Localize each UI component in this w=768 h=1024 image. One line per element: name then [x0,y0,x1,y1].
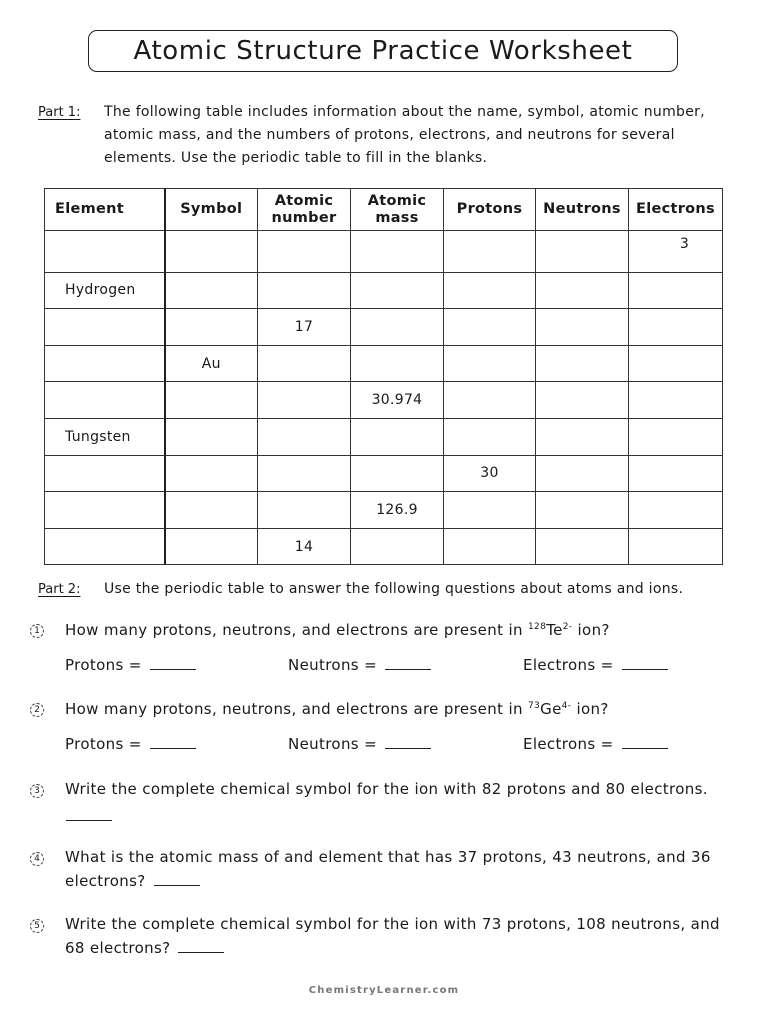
answer-blank[interactable] [154,871,200,886]
question-4: What is the atomic mass of and element that has 37 protons, 43 neutrons, and 36 electrons? [65,848,711,890]
table-cell[interactable] [444,272,536,309]
table-cell[interactable] [258,272,351,309]
table-cell[interactable] [45,345,165,382]
answer-blank[interactable] [622,734,668,749]
table-cell[interactable] [258,345,351,382]
table-row [45,492,723,529]
q1-neutrons: Neutrons = [288,655,431,674]
element-symbol: Ge [540,700,562,718]
table-row [45,272,723,309]
table-cell[interactable] [165,528,258,565]
table-cell[interactable]: 14 [258,528,351,565]
part1-line: elements. Use the periodic table to fill in the blanks. [104,150,488,166]
part1-line: The following table includes information about the name, symbol, atomic number, [104,104,705,120]
question-number-3: 3 [30,784,44,798]
answer-blank[interactable] [150,734,196,749]
part2-instructions: Use the periodic table to answer the following questions about atoms and ions. [104,581,684,597]
answer-blank[interactable] [385,734,431,749]
table-cell[interactable]: Tungsten [45,418,165,455]
table-cell[interactable] [351,345,444,382]
table-row [45,345,723,382]
table-row [45,455,723,492]
q1-protons: Protons = [65,655,196,674]
table-cell[interactable] [258,492,351,529]
table-cell[interactable] [165,309,258,346]
mass-number: 128 [527,622,547,632]
element-table [44,188,723,565]
table-cell[interactable]: Hydrogen [45,272,165,309]
table-cell[interactable] [629,455,723,492]
table-cell[interactable]: 126.9 [351,492,444,529]
header-symbol: Symbol [165,189,258,231]
table-cell[interactable] [629,309,723,346]
table-cell[interactable] [536,418,629,455]
table-cell[interactable] [258,231,351,273]
table-cell[interactable] [444,309,536,346]
table-header-row [45,189,723,231]
answer-blank[interactable] [622,655,668,670]
table-cell[interactable]: Au [165,345,258,382]
answer-blank[interactable] [178,938,224,953]
page-title: Atomic Structure Practice Worksheet [133,36,633,66]
part2-label: Part 2: [38,582,81,597]
table-cell[interactable] [536,455,629,492]
table-row [45,418,723,455]
header-electrons: Electrons [629,189,723,231]
table-cell[interactable] [258,382,351,419]
table-cell[interactable] [536,272,629,309]
table-cell[interactable] [536,231,629,273]
table-cell[interactable] [165,272,258,309]
table-cell[interactable] [629,528,723,565]
question-number-4: 4 [30,852,44,866]
table-cell[interactable] [444,492,536,529]
table-cell[interactable] [444,418,536,455]
table-cell[interactable] [45,309,165,346]
table-row [45,382,723,419]
table-cell[interactable]: 3 [629,231,723,273]
table-cell[interactable] [165,418,258,455]
table-cell[interactable] [258,418,351,455]
table-cell[interactable] [351,309,444,346]
table-cell[interactable] [536,345,629,382]
question-number-1: 1 [30,624,44,638]
question-3: Write the complete chemical symbol for the ion with 82 protons and 80 electrons. [65,780,708,798]
table-cell[interactable] [629,345,723,382]
element-symbol: Te [546,621,563,639]
table-cell[interactable] [536,309,629,346]
question-5: Write the complete chemical symbol for the ion with 73 protons, 108 neutrons, and 68 electrons? [65,915,720,957]
question-number-5: 5 [30,919,44,933]
part1-line: atomic mass, and the numbers of protons, electrons, and neutrons for several [104,127,675,143]
answer-blank[interactable] [150,655,196,670]
q2-electrons: Electrons = [523,734,668,753]
header-atomic-mass: Atomic mass [351,189,444,231]
ion-charge: 4- [561,701,572,711]
question-1: How many protons, neutrons, and electrons are present in $^{128}Te^{2-}$ ion? [65,621,610,639]
part1-instructions [104,101,705,170]
table-cell[interactable] [629,418,723,455]
q2-protons: Protons = [65,734,196,753]
table-cell[interactable] [351,272,444,309]
title-box [88,30,678,72]
table-cell[interactable] [536,382,629,419]
table-cell[interactable]: 30.974 [351,382,444,419]
table-cell[interactable]: 17 [258,309,351,346]
header-atomic-number: Atomic number [258,189,351,231]
table-row [45,231,723,273]
table-cell[interactable] [45,382,165,419]
table-cell[interactable] [444,528,536,565]
answer-blank[interactable] [66,806,112,821]
table-cell[interactable] [536,528,629,565]
part1-label: Part 1: [38,105,81,120]
table-row [45,309,723,346]
table-cell[interactable] [165,382,258,419]
table-cell[interactable] [45,231,165,273]
table-cell[interactable] [165,231,258,273]
table-cell[interactable] [165,455,258,492]
footer-brand: ChemistryLearner.com [308,985,460,996]
table-cell[interactable] [351,231,444,273]
header-element: Element [45,189,165,231]
q1-electrons: Electrons = [523,655,668,674]
question-2: How many protons, neutrons, and electrons are present in $^{73}Ge^{4-}$ ion? [65,700,609,718]
table-cell[interactable] [351,528,444,565]
answer-blank[interactable] [385,655,431,670]
table-cell[interactable] [444,382,536,419]
table-cell[interactable] [351,418,444,455]
header-protons: Protons [444,189,536,231]
table-cell[interactable] [444,345,536,382]
table-cell[interactable] [258,455,351,492]
table-cell[interactable] [629,382,723,419]
table-cell[interactable] [629,272,723,309]
table-cell[interactable] [165,492,258,529]
table-cell[interactable]: 30 [444,455,536,492]
table-row [45,528,723,565]
table-cell[interactable] [444,231,536,273]
question-number-2: 2 [30,703,44,717]
table-cell[interactable] [45,528,165,565]
table-cell[interactable] [45,492,165,529]
header-neutrons: Neutrons [536,189,629,231]
table-cell[interactable] [629,492,723,529]
mass-number: 73 [527,701,541,711]
q2-neutrons: Neutrons = [288,734,431,753]
table-cell[interactable] [536,492,629,529]
table-cell[interactable] [45,455,165,492]
table-cell[interactable] [351,455,444,492]
ion-charge: 2- [562,622,573,632]
